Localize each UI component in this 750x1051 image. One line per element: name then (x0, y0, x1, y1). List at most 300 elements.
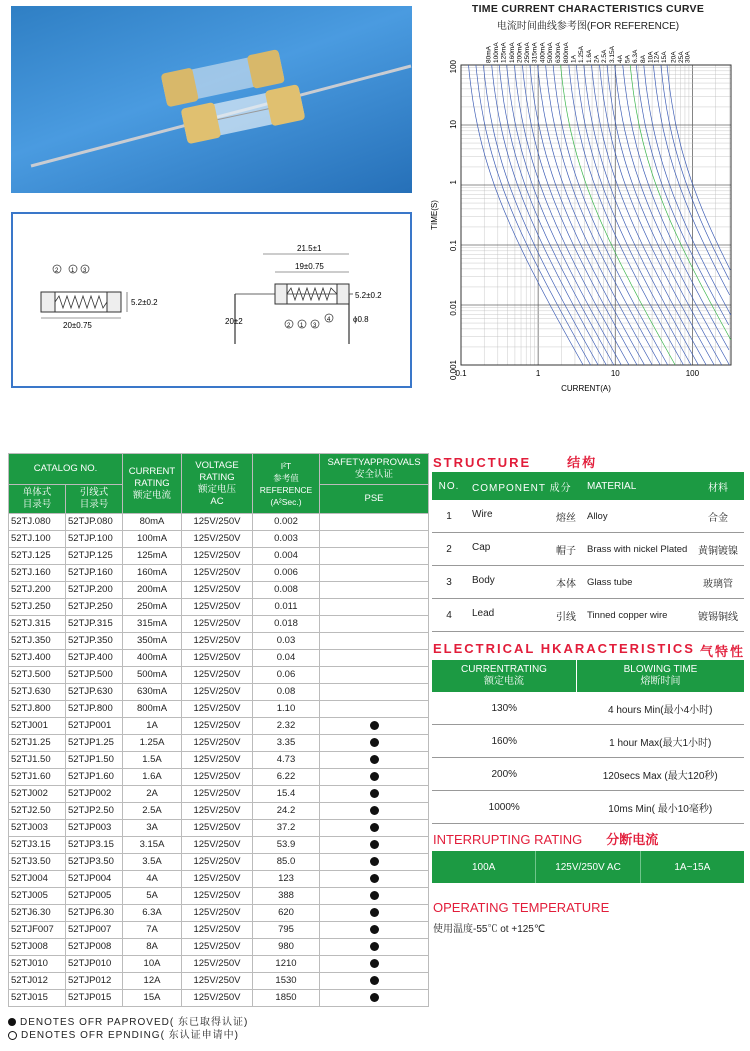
catalog-single: 52TJ.315 (9, 616, 66, 633)
electrical-time: 1 hour Max(最大1小时) (577, 725, 745, 758)
catalog-current: 1.25A (123, 735, 182, 752)
catalog-pse (320, 735, 429, 752)
rating-label: 8A (640, 55, 648, 63)
catalog-row (9, 582, 429, 599)
catalog-row (9, 973, 429, 990)
catalog-current: 800mA (123, 701, 182, 718)
catalog-row (9, 939, 429, 956)
electrical-title: ELECTRICAL HKARACTERISTICS 气特性 (433, 641, 745, 659)
catalog-lead: 52TJP6.30 (66, 905, 123, 922)
callout-3-right: 3 (313, 323, 317, 329)
catalog-pse (320, 684, 429, 701)
catalog-i2t: 1210 (253, 956, 320, 973)
catalog-row (9, 956, 429, 973)
catalog-pse (320, 939, 429, 956)
catalog-row (9, 820, 429, 837)
catalog-lead: 52TJP.315 (66, 616, 123, 633)
catalog-single: 52TJ2.50 (9, 803, 66, 820)
legend (8, 1016, 248, 1042)
structure-component: Cap 帽子 (466, 533, 581, 566)
catalog-current: 7A (123, 922, 182, 939)
th-material-cn: 材料 (692, 472, 744, 500)
y-tick-label: 10 (449, 120, 458, 129)
approved-dot-icon (370, 738, 379, 747)
structure-no: 3 (432, 566, 466, 599)
catalog-voltage: 125V/250V (182, 650, 253, 667)
th-single: 单体式 目录号 (9, 485, 66, 514)
interrupting-voltage: 125V/250V AC (536, 851, 640, 883)
catalog-current: 8A (123, 939, 182, 956)
th-pse: PSE (320, 485, 429, 514)
rating-label: 3.15A (608, 46, 616, 63)
catalog-pse (320, 548, 429, 565)
th-no: NO. (432, 472, 466, 500)
catalog-voltage: 125V/250V (182, 565, 253, 582)
catalog-pse (320, 531, 429, 548)
catalog-lead: 52TJP1.60 (66, 769, 123, 786)
dimension-drawing-svg (13, 214, 410, 386)
rating-label: 315mA (531, 42, 539, 63)
rating-label: 400mA (539, 42, 547, 63)
approved-dot-icon (370, 908, 379, 917)
catalog-lead: 52TJP002 (66, 786, 123, 803)
catalog-pse (320, 769, 429, 786)
approved-dot-icon (370, 925, 379, 934)
catalog-lead: 52TJP.500 (66, 667, 123, 684)
dimension-drawing (11, 212, 412, 388)
legend-approved: DENOTES OFR PAPROVED( 东已取得认证) (20, 1017, 249, 1028)
catalog-voltage: 125V/250V (182, 820, 253, 837)
th-i2t: I²T 参考值 REFERENCE (A²Sec.) (253, 454, 320, 514)
catalog-current: 250mA (123, 599, 182, 616)
interrupting-current: 100A (432, 851, 536, 883)
catalog-i2t: 4.73 (253, 752, 320, 769)
catalog-voltage: 125V/250V (182, 718, 253, 735)
catalog-voltage: 125V/250V (182, 582, 253, 599)
catalog-i2t: 0.04 (253, 650, 320, 667)
rating-label: 125mA (500, 42, 508, 63)
catalog-row (9, 633, 429, 650)
approved-dot-icon (370, 857, 379, 866)
catalog-row (9, 650, 429, 667)
catalog-pse (320, 990, 429, 1007)
legend-pending: DENOTES OFR EPNDING( 东认证申请中) (21, 1030, 240, 1041)
dim-length-left: 20±0.75 (63, 321, 92, 330)
catalog-pse (320, 973, 429, 990)
catalog-lead: 52TJP007 (66, 922, 123, 939)
catalog-single: 52TJ.800 (9, 701, 66, 718)
catalog-i2t: 0.008 (253, 582, 320, 599)
catalog-row (9, 531, 429, 548)
rating-label: 6.3A (632, 49, 640, 63)
catalog-voltage: 125V/250V (182, 769, 253, 786)
catalog-lead: 52TJP015 (66, 990, 123, 1007)
catalog-current: 2A (123, 786, 182, 803)
structure-no: 1 (432, 500, 466, 533)
th-safety: SAFETYAPPROVALS 安全认证 (320, 454, 429, 485)
catalog-voltage: 125V/250V (182, 752, 253, 769)
catalog-single: 52TJ015 (9, 990, 66, 1007)
catalog-lead: 52TJP3.50 (66, 854, 123, 871)
rating-label: 1.6A (586, 49, 594, 63)
interrupting-title: INTERRUPTING RATING 分断电流 (433, 832, 659, 847)
catalog-lead: 52TJP010 (66, 956, 123, 973)
rating-label: 200mA (516, 42, 524, 63)
catalog-voltage: 125V/250V (182, 514, 253, 531)
y-tick-label: 0.1 (449, 240, 458, 252)
catalog-current: 12A (123, 973, 182, 990)
catalog-i2t: 0.08 (253, 684, 320, 701)
electrical-time: 10ms Min( 最小10毫秒) (577, 791, 745, 824)
rating-label: 12A (653, 51, 661, 63)
catalog-lead: 52TJP005 (66, 888, 123, 905)
rating-label: 80mA (485, 46, 493, 63)
catalog-i2t: 24.2 (253, 803, 320, 820)
catalog-i2t: 85.0 (253, 854, 320, 871)
catalog-i2t: 53.9 (253, 837, 320, 854)
x-tick-label: 0.1 (455, 369, 467, 378)
approved-dot-icon (370, 976, 379, 985)
catalog-lead: 52TJP.080 (66, 514, 123, 531)
structure-material-cn: 合金 (692, 500, 744, 533)
curve-line (653, 65, 729, 295)
structure-no: 4 (432, 599, 466, 632)
catalog-single: 52TJ.200 (9, 582, 66, 599)
callout-2-left: 2 (55, 268, 59, 274)
catalog-current: 15A (123, 990, 182, 1007)
catalog-i2t: 0.03 (253, 633, 320, 650)
catalog-voltage: 125V/250V (182, 531, 253, 548)
structure-row (432, 500, 744, 533)
catalog-pse (320, 956, 429, 973)
electrical-rating: 1000% (432, 791, 577, 824)
catalog-single: 52TJ.100 (9, 531, 66, 548)
catalog-i2t: 0.018 (253, 616, 320, 633)
catalog-pse (320, 786, 429, 803)
electrical-row (432, 791, 744, 824)
th-catalog-no: CATALOG NO. (9, 454, 123, 485)
th-current: CURRENT RATING 额定电流 (123, 454, 182, 514)
catalog-single: 52TJ.080 (9, 514, 66, 531)
rating-label: 20A (670, 51, 678, 63)
catalog-row (9, 701, 429, 718)
catalog-pse (320, 905, 429, 922)
approved-dot-icon (370, 942, 379, 951)
catalog-voltage: 125V/250V (182, 939, 253, 956)
curve-line (636, 65, 728, 325)
catalog-i2t: 980 (253, 939, 320, 956)
catalog-current: 6.3A (123, 905, 182, 922)
catalog-pse (320, 565, 429, 582)
catalog-voltage: 125V/250V (182, 786, 253, 803)
approved-dot-icon (370, 993, 379, 1002)
catalog-row (9, 718, 429, 735)
x-axis-label: CURRENT(A) (561, 384, 611, 393)
catalog-current: 400mA (123, 650, 182, 667)
curve-line (644, 65, 731, 315)
catalog-voltage: 125V/250V (182, 684, 253, 701)
catalog-pse (320, 514, 429, 531)
th-voltage: VOLTAGE RATING 额定电压 AC (182, 454, 253, 514)
structure-component: Body 本体 (466, 566, 581, 599)
rating-label: 1.25A (577, 46, 585, 63)
catalog-row (9, 837, 429, 854)
catalog-pse (320, 633, 429, 650)
catalog-i2t: 6.22 (253, 769, 320, 786)
catalog-pse (320, 820, 429, 837)
operating-title: OPERATING TEMPERATURE (433, 900, 610, 915)
catalog-voltage: 125V/250V (182, 888, 253, 905)
catalog-lead: 52TJP001 (66, 718, 123, 735)
catalog-single: 52TJ012 (9, 973, 66, 990)
rating-label: 100mA (493, 42, 501, 63)
catalog-current: 350mA (123, 633, 182, 650)
catalog-single: 52TJ.630 (9, 684, 66, 701)
catalog-voltage: 125V/250V (182, 905, 253, 922)
approved-dot-icon (370, 874, 379, 883)
catalog-voltage: 125V/250V (182, 701, 253, 718)
catalog-i2t: 3.35 (253, 735, 320, 752)
electrical-table (432, 660, 744, 824)
th-current-rating: CURRENTRATING 额定电流 (432, 660, 577, 692)
catalog-voltage: 125V/250V (182, 548, 253, 565)
structure-material: Alloy (581, 500, 692, 533)
catalog-voltage: 125V/250V (182, 973, 253, 990)
catalog-lead: 52TJP.800 (66, 701, 123, 718)
catalog-current: 3A (123, 820, 182, 837)
product-photo (11, 6, 412, 193)
catalog-i2t: 0.06 (253, 667, 320, 684)
catalog-single: 52TJ.350 (9, 633, 66, 650)
catalog-row (9, 548, 429, 565)
catalog-current: 10A (123, 956, 182, 973)
structure-material: Tinned copper wire (581, 599, 692, 632)
catalog-voltage: 125V/250V (182, 990, 253, 1007)
approved-dot-icon (370, 721, 379, 730)
catalog-pse (320, 871, 429, 888)
catalog-current: 630mA (123, 684, 182, 701)
catalog-current: 1.6A (123, 769, 182, 786)
rating-label: 15A (661, 51, 669, 63)
structure-component: Lead 引线 (466, 599, 581, 632)
approved-dot-icon (370, 959, 379, 968)
catalog-i2t: 0.003 (253, 531, 320, 548)
rating-label: 800mA (562, 42, 570, 63)
structure-material: Glass tube (581, 566, 692, 599)
catalog-current: 315mA (123, 616, 182, 633)
catalog-pse (320, 718, 429, 735)
y-axis-label: TIME(S) (430, 200, 439, 230)
approved-dot-icon (370, 772, 379, 781)
catalog-lead: 52TJP.350 (66, 633, 123, 650)
catalog-i2t: 123 (253, 871, 320, 888)
catalog-pse (320, 854, 429, 871)
catalog-current: 200mA (123, 582, 182, 599)
structure-component: Wire 熔丝 (466, 500, 581, 533)
electrical-row (432, 758, 744, 791)
x-tick-label: 100 (685, 369, 700, 378)
approved-dot-icon (370, 823, 379, 832)
interrupting-bar (432, 851, 744, 883)
catalog-single: 52TJ6.30 (9, 905, 66, 922)
catalog-i2t: 2.32 (253, 718, 320, 735)
catalog-i2t: 37.2 (253, 820, 320, 837)
catalog-row (9, 871, 429, 888)
catalog-lead: 52TJP004 (66, 871, 123, 888)
rating-label: 2.5A (601, 49, 609, 63)
catalog-lead: 52TJP.100 (66, 531, 123, 548)
th-component: COMPONENT 成分 (466, 472, 581, 500)
catalog-pse (320, 752, 429, 769)
catalog-single: 52TJ002 (9, 786, 66, 803)
dim-lead-diameter: ϕ0.8 (353, 315, 369, 324)
catalog-lead: 52TJP012 (66, 973, 123, 990)
y-tick-label: 0.001 (449, 360, 458, 381)
catalog-single: 52TJ010 (9, 956, 66, 973)
callout-3-left: 3 (83, 268, 87, 274)
catalog-pse (320, 582, 429, 599)
dim-overall: 21.5±1 (297, 244, 322, 253)
structure-table (432, 472, 744, 632)
catalog-pse (320, 701, 429, 718)
callout-2-right: 2 (287, 323, 291, 329)
catalog-voltage: 125V/250V (182, 803, 253, 820)
catalog-i2t: 0.011 (253, 599, 320, 616)
catalog-pse (320, 616, 429, 633)
electrical-time: 4 hours Min(最小4小时) (577, 692, 745, 725)
catalog-single: 52TJ003 (9, 820, 66, 837)
catalog-single: 52TJ004 (9, 871, 66, 888)
catalog-pse (320, 888, 429, 905)
rating-label: 4A (616, 55, 624, 63)
electrical-time: 120secs Max (最大120秒) (577, 758, 745, 791)
catalog-i2t: 1.10 (253, 701, 320, 718)
catalog-single: 52TJF007 (9, 922, 66, 939)
y-tick-label: 100 (449, 60, 458, 74)
catalog-i2t: 0.004 (253, 548, 320, 565)
electrical-rating: 130% (432, 692, 577, 725)
catalog-lead: 52TJP2.50 (66, 803, 123, 820)
catalog-row (9, 514, 429, 531)
curve-line (561, 65, 676, 365)
catalog-current: 125mA (123, 548, 182, 565)
catalog-single: 52TJ008 (9, 939, 66, 956)
curve-subtitle: 电流时间曲线参考图(FOR REFERENCE) (496, 21, 680, 32)
catalog-row (9, 565, 429, 582)
approved-dot-icon (370, 806, 379, 815)
structure-material-cn: 黄铜镀镍 (692, 533, 744, 566)
catalog-row (9, 803, 429, 820)
th-blowing-time: BLOWING TIME 熔断时间 (577, 660, 745, 692)
catalog-i2t: 15.4 (253, 786, 320, 803)
structure-row (432, 566, 744, 599)
catalog-voltage: 125V/250V (182, 956, 253, 973)
catalog-lead: 52TJP.400 (66, 650, 123, 667)
callout-1-right: 1 (300, 323, 304, 329)
catalog-pse (320, 599, 429, 616)
catalog-row (9, 752, 429, 769)
structure-material-cn: 玻璃管 (692, 566, 744, 599)
operating-text: 使用温度-55℃ ot +125℃ (433, 924, 546, 935)
rating-label: 10A (647, 51, 655, 63)
interrupting-range: 1A~15A (674, 861, 711, 873)
catalog-current: 500mA (123, 667, 182, 684)
catalog-i2t: 388 (253, 888, 320, 905)
structure-no: 2 (432, 533, 466, 566)
catalog-voltage: 125V/250V (182, 633, 253, 650)
rating-label: 160mA (508, 42, 516, 63)
th-material: MATERIAL (581, 472, 692, 500)
catalog-single: 52TJ.125 (9, 548, 66, 565)
structure-row (432, 599, 744, 632)
catalog-voltage: 125V/250V (182, 871, 253, 888)
catalog-voltage: 125V/250V (182, 837, 253, 854)
catalog-lead: 52TJP3.15 (66, 837, 123, 854)
approved-dot-icon (370, 840, 379, 849)
structure-row (432, 533, 744, 566)
callout-1-left: 1 (71, 268, 75, 274)
catalog-i2t: 0.002 (253, 514, 320, 531)
rating-label: 25A (678, 51, 686, 63)
curve-title: TIME CURRENT CHARACTERISTICS CURVE (471, 3, 705, 15)
catalog-pse (320, 803, 429, 820)
fuse-photo-illustration (11, 6, 412, 193)
catalog-row (9, 616, 429, 633)
rating-label: 5A (624, 55, 632, 63)
pending-circle-icon (8, 1031, 17, 1040)
electrical-row (432, 725, 744, 758)
y-tick-label: 1 (449, 180, 458, 185)
catalog-single: 52TJ.500 (9, 667, 66, 684)
catalog-row (9, 786, 429, 803)
catalog-single: 52TJ3.50 (9, 854, 66, 871)
dim-lead-length: 20±2 (225, 317, 243, 326)
catalog-i2t: 1850 (253, 990, 320, 1007)
catalog-current: 100mA (123, 531, 182, 548)
catalog-row (9, 769, 429, 786)
approved-dot-icon (370, 755, 379, 764)
catalog-voltage: 125V/250V (182, 667, 253, 684)
approved-dot-icon (370, 789, 379, 798)
x-tick-label: 10 (610, 369, 620, 378)
catalog-single: 52TJ005 (9, 888, 66, 905)
catalog-current: 3.5A (123, 854, 182, 871)
curve-line (483, 65, 598, 365)
catalog-single: 52TJ.400 (9, 650, 66, 667)
dim-body: 19±0.75 (295, 262, 324, 271)
catalog-row (9, 667, 429, 684)
rating-label: 630mA (554, 42, 562, 63)
catalog-single: 52TJ3.15 (9, 837, 66, 854)
catalog-lead: 52TJP1.50 (66, 752, 123, 769)
electrical-row (432, 692, 744, 725)
catalog-lead: 52TJP.250 (66, 599, 123, 616)
x-tick-label: 1 (535, 369, 541, 378)
catalog-i2t: 1530 (253, 973, 320, 990)
catalog-pse (320, 650, 429, 667)
catalog-current: 160mA (123, 565, 182, 582)
catalog-lead: 52TJP.630 (66, 684, 123, 701)
catalog-lead: 52TJP1.25 (66, 735, 123, 752)
catalog-voltage: 125V/250V (182, 616, 253, 633)
catalog-single: 52TJ1.50 (9, 752, 66, 769)
catalog-row (9, 922, 429, 939)
time-current-chart (425, 30, 745, 395)
catalog-pse (320, 837, 429, 854)
approved-dot-icon (8, 1018, 16, 1026)
catalog-row (9, 888, 429, 905)
catalog-current: 1A (123, 718, 182, 735)
